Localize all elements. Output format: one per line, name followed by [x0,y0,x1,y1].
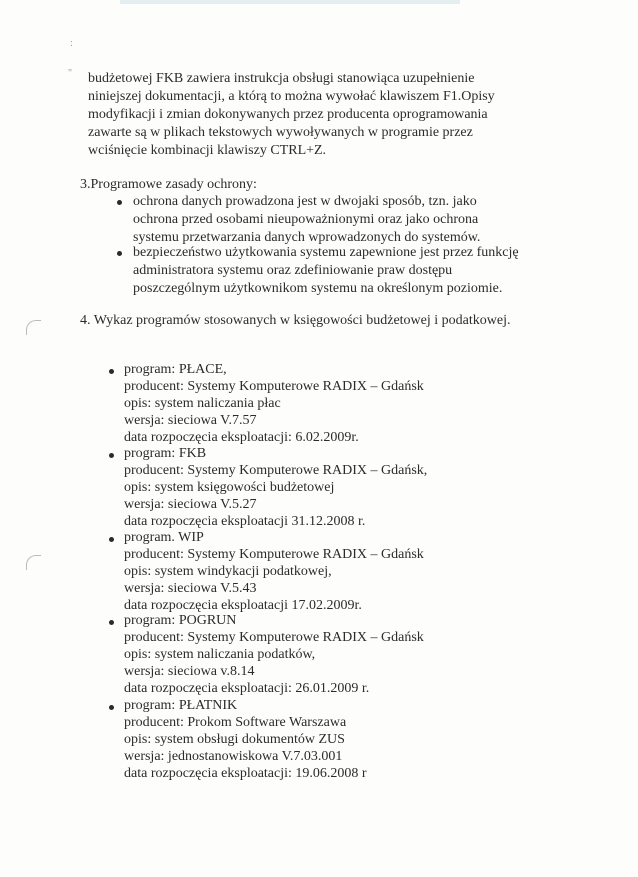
program-name: program: PŁACE, [124,362,227,377]
program-description: opis: system obsługi dokumentów ZUS [124,732,345,747]
bullet-line: poszczególnym użytkownikom systemu na określonym poziomie. [133,281,503,296]
binder-hole-mark [26,320,41,335]
bullet-icon [117,200,122,205]
bullet-line: administratora systemu oraz zdefiniowanie praw dostępu [133,263,453,278]
intro-line: budżetowej FKB zawiera instrukcja obsługi stanowiąca uzupełnienie [88,71,475,86]
program-version: wersja: sieciowa V.5.27 [124,497,257,512]
program-start-date: data rozpoczęcia eksploatacji: 26.01.2009 r. [124,681,370,696]
bullet-line: bezpieczeństwo użytkowania systemu zapewnione jest przez funkcję [133,245,519,260]
scan-top-edge [120,0,460,4]
program-producer: producent: Systemy Komputerowe RADIX – Gdańsk [124,379,424,394]
bullet-icon [117,251,122,256]
bullet-icon [109,620,114,625]
bullet-line: ochrona przed osobami nieupoważnionymi oraz jako ochrona [133,212,479,227]
program-version: wersja: jednostanowiskowa V.7.03.001 [124,749,343,764]
bullet-icon [109,369,114,374]
bullet-line: ochrona danych prowadzona jest w dwojaki sposób, tzn. jako [133,194,477,209]
program-start-date: data rozpoczęcia eksploatacji: 6.02.2009r. [124,430,359,445]
program-name: program: FKB [124,446,207,461]
intro-line: modyfikacji i zmian dokonywanych przez producenta oprogramowania [88,107,488,122]
program-description: opis: system windykacji podatkowej, [124,564,332,579]
program-producer: producent: Systemy Komputerowe RADIX – Gdańsk [124,630,424,645]
scan-speck: : [70,38,73,49]
program-start-date: data rozpoczęcia eksploatacji: 19.06.2008 r [124,766,367,781]
bullet-icon [109,453,114,458]
program-version: wersja: sieciowa v.8.14 [124,664,255,679]
program-producer: producent: Systemy Komputerowe RADIX – Gdańsk, [124,463,428,478]
intro-line: wciśnięcie kombinacji klawiszy CTRL+Z. [88,143,327,158]
program-version: wersja: sieciowa V.5.43 [124,581,257,596]
program-start-date: data rozpoczęcia eksploatacji 17.02.2009r. [124,598,362,613]
program-name: program: POGRUN [124,613,237,628]
bullet-icon [109,705,114,710]
bullet-icon [109,537,114,542]
program-producer: producent: Prokom Software Warszawa [124,715,347,730]
program-description: opis: system naliczania płac [124,396,281,411]
program-description: opis: system księgowości budżetowej [124,480,335,495]
intro-line: zawarte są w plikach tekstowych wywoływanych w programie przez [88,125,473,140]
program-description: opis: system naliczania podatków, [124,647,316,662]
section-4-title: 4. Wykaz programów stosowanych w księgowości budżetowej i podatkowej. [80,313,511,328]
program-start-date: data rozpoczęcia eksploatacji 31.12.2008 r. [124,514,366,529]
program-producer: producent: Systemy Komputerowe RADIX – Gdańsk [124,547,424,562]
program-name: program. WIP [124,530,204,545]
bullet-line: systemu przetwarzania danych wprowadzonych do systemów. [133,230,481,245]
scan-speck: " [68,68,73,79]
section-3-title: 3.Programowe zasady ochrony: [80,177,257,192]
intro-line: niniejszej dokumentacji, a którą to można wywołać klawiszem F1.Opisy [88,89,495,104]
program-version: wersja: sieciowa V.7.57 [124,413,257,428]
program-name: program: PŁATNIK [124,698,238,713]
binder-hole-mark [26,555,41,570]
